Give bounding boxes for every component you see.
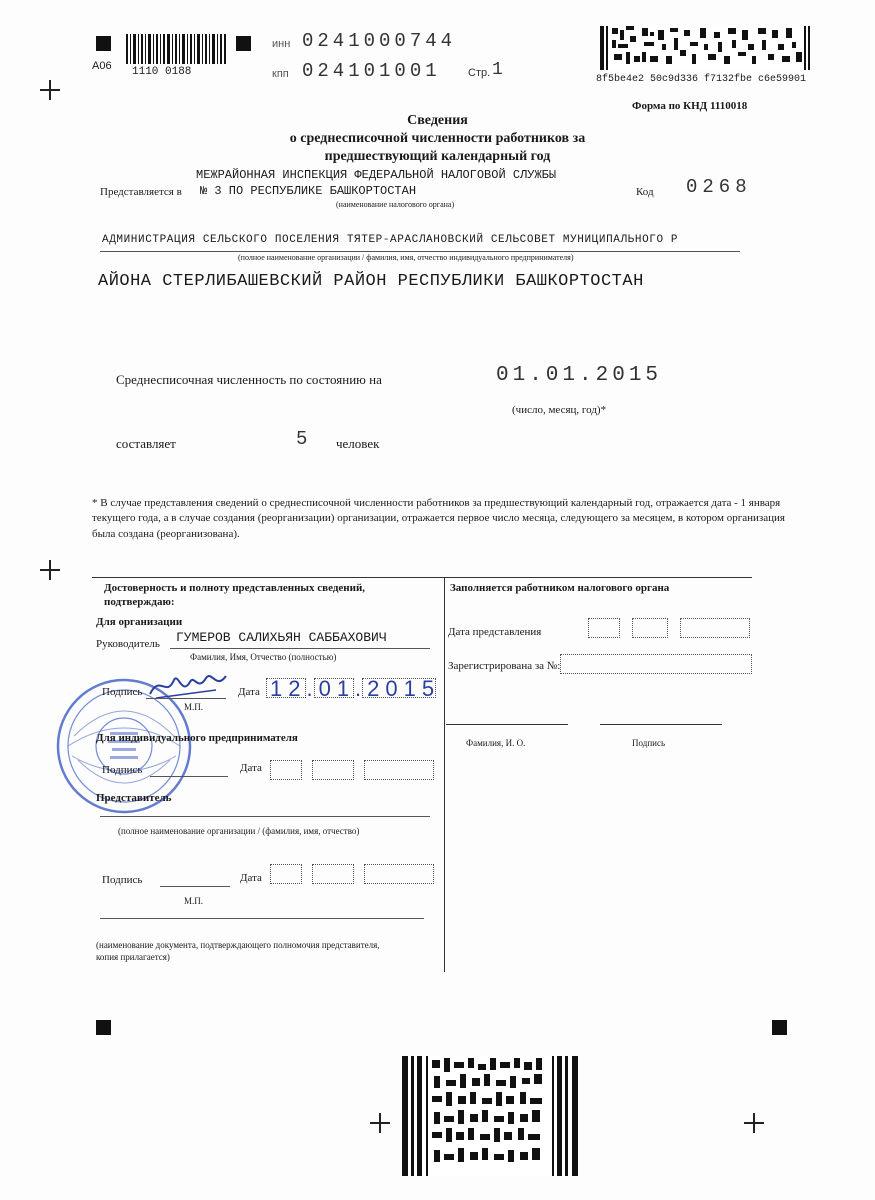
handwritten-signature bbox=[146, 668, 230, 702]
page-label: Стр. bbox=[468, 67, 491, 79]
code-label: Код bbox=[636, 186, 654, 198]
confirm-line-2: подтверждаю: bbox=[104, 596, 175, 608]
ip-signature-label: Подпись bbox=[102, 764, 143, 776]
headcount-label: Среднесписочная численность по состоянию на bbox=[116, 372, 382, 387]
rep-signature-line bbox=[160, 886, 230, 887]
document-code: А06 bbox=[92, 60, 112, 72]
ip-date-year-cell bbox=[364, 760, 434, 780]
registration-marker-top-mid bbox=[236, 36, 251, 51]
ip-signature-line bbox=[150, 776, 228, 777]
organization-caption: (полное наименование организации / фамилия, имя, отчество индивидуального предпринимателя) bbox=[238, 253, 574, 262]
registration-marker-bottom-left bbox=[96, 1020, 111, 1035]
tax-authority-caption: (наименование налогового органа) bbox=[336, 200, 455, 209]
submitted-to-label: Представляется в bbox=[100, 186, 182, 198]
title-line-3: предшествующий календарный год bbox=[324, 149, 551, 164]
org-mp: М.П. bbox=[184, 702, 204, 712]
footnote: * В случае представления сведений о среднесписочной численности работников за предшествующий календарный год, отражается дата - 1 января текущего года, а в случае создания (реорганизации) организации, отражается первое число месяца, следующего за месяцем, в котором организация была создана (реорганизована). bbox=[92, 497, 785, 540]
document-hash: 8f5be4e2 50c9d336 f7132fbe c6e59901 bbox=[596, 74, 807, 85]
authority-document-caption-1: (наименование документа, подтверждающего полномочия представителя, bbox=[96, 940, 380, 950]
org-signature-line bbox=[146, 698, 226, 699]
confirm-line-1: Достоверность и полноту представленных сведений, bbox=[104, 582, 366, 594]
officer-name-line bbox=[446, 724, 568, 725]
officer-name-caption: Фамилия, И. О. bbox=[466, 738, 526, 748]
authority-document-line bbox=[100, 918, 424, 919]
crosshair-mark-bottom-right bbox=[744, 1113, 764, 1133]
submit-date-month-cell bbox=[632, 618, 668, 638]
headcount-unit: человек bbox=[336, 436, 380, 451]
registered-label: Зарегистрирована за №: bbox=[448, 660, 561, 672]
ip-date-day-cell bbox=[270, 760, 302, 780]
head-label: Руководитель bbox=[96, 638, 160, 650]
title-line-2: о среднесписочной численности работников за bbox=[289, 131, 586, 146]
linear-barcode bbox=[126, 34, 226, 64]
kpp-value: 024101001 bbox=[302, 60, 441, 82]
inn-label: инн bbox=[272, 38, 291, 50]
headcount-date: 01.01.2015 bbox=[496, 364, 663, 387]
title-line-1: Сведения bbox=[407, 113, 468, 128]
org-date-label: Дата bbox=[238, 686, 260, 698]
rep-date-day-cell bbox=[270, 864, 302, 884]
officer-signature-line bbox=[600, 724, 722, 725]
barcode-number: 1110 0188 bbox=[132, 66, 192, 78]
representative-caption: (полное наименование организации / (фамилия, имя, отчество) bbox=[118, 826, 360, 836]
ip-date-month-cell bbox=[312, 760, 354, 780]
officer-signature-caption: Подпись bbox=[632, 738, 666, 748]
head-name-underline bbox=[170, 648, 430, 649]
organization-underline bbox=[100, 251, 740, 252]
ip-date-label: Дата bbox=[240, 762, 262, 774]
headcount-amount-label: составляет bbox=[116, 436, 176, 451]
tax-authority-code: 0268 bbox=[686, 176, 752, 198]
tax-officer-heading: Заполняется работником налогового органа bbox=[450, 582, 670, 594]
head-name-caption: Фамилия, Имя, Отчество (полностью) bbox=[190, 652, 337, 662]
registration-number-cells bbox=[560, 654, 752, 674]
kpp-label: кпп bbox=[272, 68, 289, 80]
rep-date-month-cell bbox=[312, 864, 354, 884]
tax-authority-line-2: № 3 ПО РЕСПУБЛИКЕ БАШКОРТОСТАН bbox=[200, 184, 417, 198]
registration-marker-bottom-right bbox=[772, 1020, 787, 1035]
registration-marker-top-left bbox=[96, 36, 111, 51]
organization-name-line-2: АЙОНА СТЕРЛИБАШЕВСКИЙ РАЙОН РЕСПУБЛИКИ БАШКОРТОСТАН bbox=[98, 272, 644, 291]
section-divider bbox=[444, 577, 445, 972]
crosshair-mark-top-left bbox=[40, 80, 60, 100]
rep-date-label: Дата bbox=[240, 872, 262, 884]
crosshair-mark-mid-left bbox=[40, 560, 60, 580]
rep-mp: М.П. bbox=[184, 896, 204, 906]
page-value: 1 bbox=[492, 60, 503, 80]
headcount-date-caption: (число, месяц, год)* bbox=[512, 404, 607, 416]
section-top-rule bbox=[92, 577, 752, 578]
org-date-handwritten: 12.01.2015 bbox=[270, 676, 441, 701]
authority-document-caption-2: копия прилагается) bbox=[96, 952, 170, 962]
representative-line bbox=[100, 816, 430, 817]
qr-code-top bbox=[600, 26, 810, 70]
rep-signature-label: Подпись bbox=[102, 874, 143, 886]
submit-date-year-cell bbox=[680, 618, 750, 638]
crosshair-mark-bottom-center bbox=[370, 1113, 390, 1133]
org-signature-label: Подпись bbox=[102, 686, 143, 698]
head-name: ГУМЕРОВ САЛИХЬЯН САББАХОВИЧ bbox=[176, 630, 387, 645]
ip-heading: Для индивидуального предпринимателя bbox=[96, 732, 298, 744]
inn-value: 0241000744 bbox=[302, 30, 457, 52]
org-heading: Для организации bbox=[96, 616, 183, 628]
submit-date-day-cell bbox=[588, 618, 620, 638]
qr-code-bottom bbox=[402, 1056, 578, 1176]
organization-name-line-1: АДМИНИСТРАЦИЯ СЕЛЬСКОГО ПОСЕЛЕНИЯ ТЯТЕР-АРАСЛАНОВСКИЙ СЕЛЬСОВЕТ МУНИЦИПАЛЬНОГО Р bbox=[102, 234, 679, 246]
rep-date-year-cell bbox=[364, 864, 434, 884]
form-code: Форма по КНД 1110018 bbox=[632, 100, 748, 112]
submit-date-label: Дата представления bbox=[448, 626, 542, 638]
tax-authority-line-1: МЕЖРАЙОННАЯ ИНСПЕКЦИЯ ФЕДЕРАЛЬНОЙ НАЛОГОВОЙ СЛУЖБЫ bbox=[196, 168, 557, 182]
representative-heading: Представитель bbox=[96, 792, 172, 804]
headcount-amount: 5 bbox=[296, 428, 308, 450]
